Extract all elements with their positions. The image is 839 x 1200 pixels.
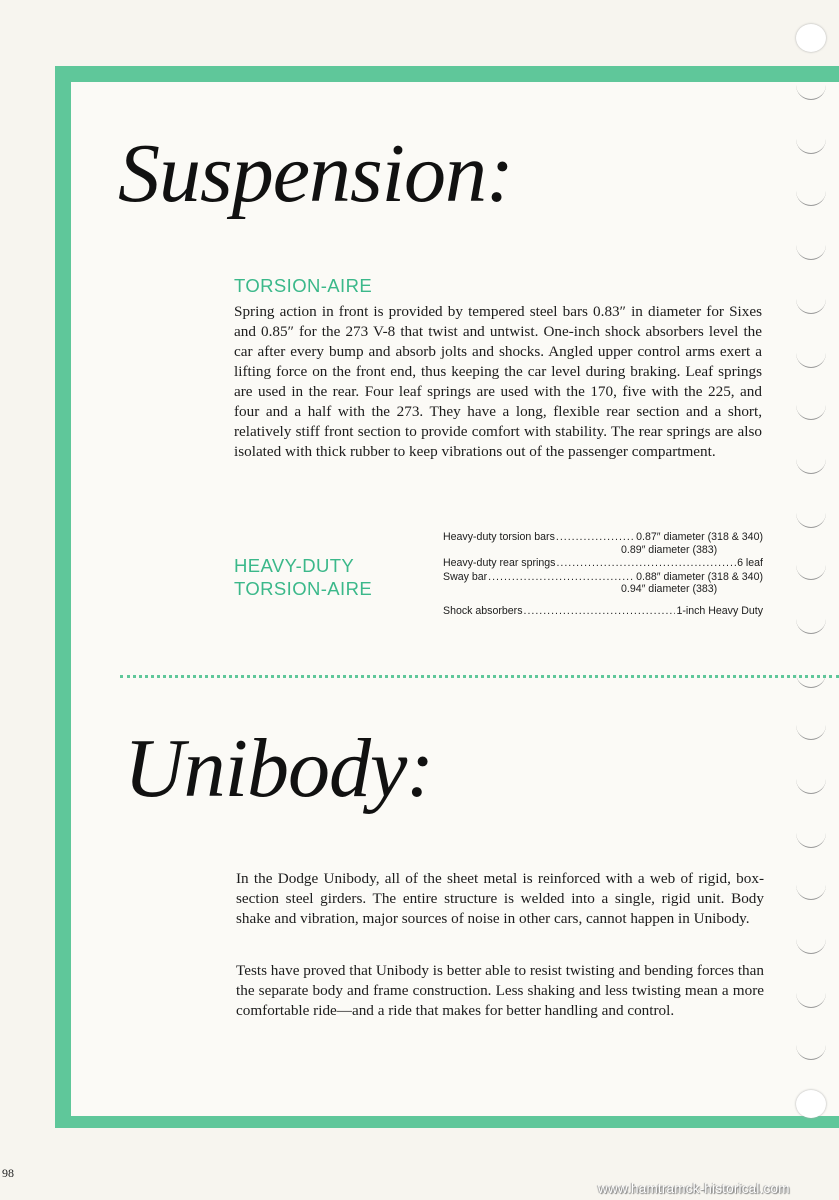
spec-label: Sway bar <box>443 570 488 583</box>
spec-label: Heavy-duty rear springs <box>443 557 556 570</box>
spec-item <box>443 571 763 596</box>
leader-dots <box>556 557 736 570</box>
spec-value: 0.88″ diameter (318 & 340) <box>636 570 763 583</box>
binder-hole <box>796 130 826 154</box>
binder-hole <box>796 236 826 260</box>
binder-hole <box>796 664 826 688</box>
binder-hole <box>796 556 826 580</box>
spec-item <box>443 531 763 556</box>
binder-holes <box>796 0 839 1200</box>
binder-hole <box>796 76 826 100</box>
unibody-paragraph-1: In the Dodge Unibody, all of the sheet metal is reinforced with a web of rigid, box-section steel girders. The entire structure is welded into a single, rigid unit. Body shake and vibration, major sources of noise in other cars, cannot happen in Unibody. <box>236 870 764 927</box>
binder-hole <box>796 770 826 794</box>
binder-hole <box>796 1036 826 1060</box>
leader-dots <box>488 571 635 584</box>
dotted-divider <box>120 675 839 678</box>
leader-dots <box>556 531 635 544</box>
unibody-paragraph-2: Tests have proved that Unibody is better able to resist twisting and bending forces than the separate body and frame construction. Less shaking and less twisting mean a more comfortable ride—and a ride that makes for better handling and control. <box>236 962 764 1019</box>
binder-hole <box>796 396 826 420</box>
binder-hole <box>796 930 826 954</box>
page-number: 98 <box>2 1166 14 1180</box>
binder-hole <box>796 24 826 52</box>
heavy-duty-heading-line1: HEAVY-DUTY <box>234 555 355 576</box>
heavy-duty-heading <box>234 554 372 600</box>
binder-hole <box>796 876 826 900</box>
binder-hole <box>796 1090 826 1118</box>
spec-label: Shock absorbers <box>443 604 523 617</box>
heavy-duty-heading-line2: TORSION-AIRE <box>234 578 373 600</box>
torsion-aire-heading: TORSION-AIRE <box>234 275 373 296</box>
spec-value: 0.87″ diameter (318 & 340) <box>636 531 763 543</box>
binder-hole <box>796 984 826 1008</box>
binder-hole <box>796 450 826 474</box>
spec-label: Heavy-duty torsion bars <box>443 531 555 543</box>
suspension-title: Suspension: <box>118 127 513 220</box>
spec-value: 1-inch Heavy Duty <box>676 604 763 617</box>
heavy-duty-spec-list <box>443 531 763 619</box>
watermark-text: www.hamtramck-historical.com <box>598 1181 790 1196</box>
binder-hole <box>796 290 826 314</box>
binder-hole <box>796 610 826 634</box>
binder-hole <box>796 504 826 528</box>
spec-value-secondary: 0.89″ diameter (383) <box>621 543 718 556</box>
binder-hole <box>796 344 826 368</box>
unibody-title: Unibody: <box>124 722 434 815</box>
spec-item <box>443 557 763 570</box>
binder-hole <box>796 824 826 848</box>
torsion-aire-paragraph: Spring action in front is provided by tempered steel bars 0.83″ in diameter for Sixes and 0.85″ for the 273 V-8 that twist and untwist. One-inch shock absorbers level the car after every bump and absorb jolts and shocks. Angled upper control arms exert a lifting force on the front end, thus keeping the car level during braking. Leaf springs are used in the rear. Four leaf springs are used with the 170, five with the 225, and four and a half with the 273. They have a long, flexible rear section and a short, relatively stiff front section to provide comfort with stability. The rear springs are also isolated with thick rubber to keep vibrations out of the passenger compartment. <box>234 303 762 460</box>
leader-dots <box>524 605 676 618</box>
spec-value-secondary: 0.94″ diameter (383) <box>621 583 718 596</box>
spec-item <box>443 605 763 618</box>
binder-hole <box>796 182 826 206</box>
spec-value: 6 leaf <box>737 557 763 570</box>
binder-hole <box>796 716 826 740</box>
